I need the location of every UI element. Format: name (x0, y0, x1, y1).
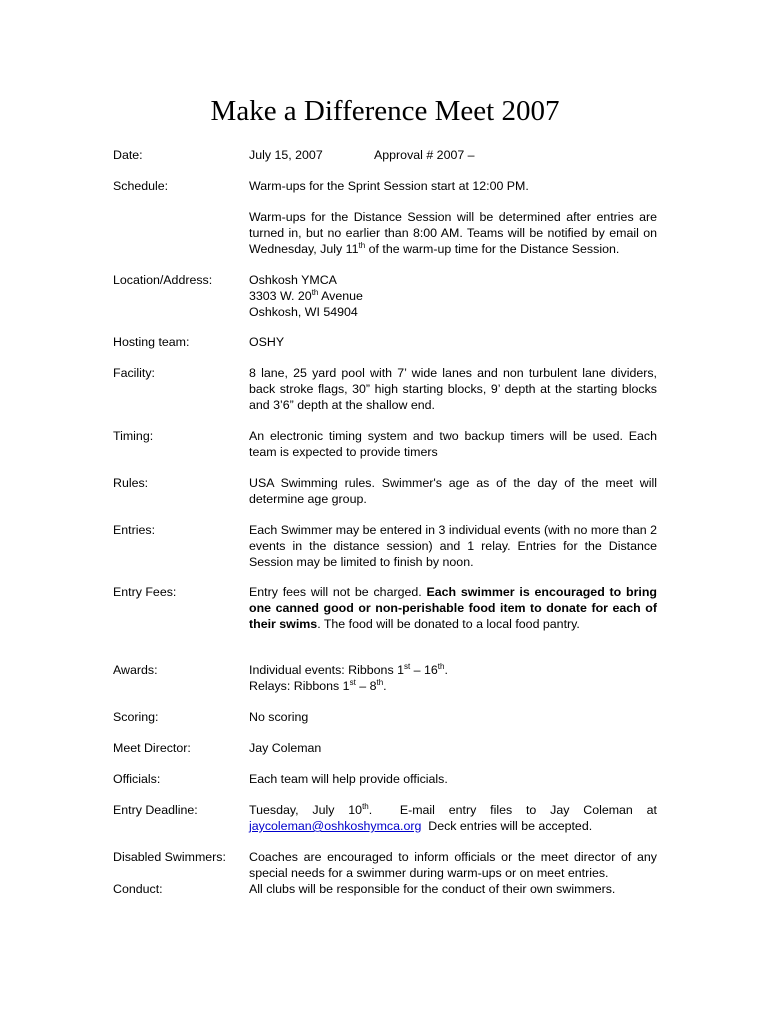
address-line-3: Oshkosh, WI 54904 (249, 305, 358, 319)
officials-value: Each team will help provide officials. (249, 772, 448, 786)
facility-value: 8 lane, 25 yard pool with 7’ wide lanes and non turbulent lane dividers, back stroke flags, 30” high starting blocks, 9’ depth at the starting blocks and 3’6” depth at the shallow end. (249, 366, 657, 412)
disabled-label: Disabled Swimmers: (113, 850, 226, 864)
schedule-sprint: Warm-ups for the Sprint Session start at 12:00 PM. (249, 179, 529, 193)
conduct-label: Conduct: (113, 882, 163, 896)
fees-donation-note: Each swimmer is encouraged to bring one canned good or non-perishable food item to donate for each of their swims (249, 585, 657, 631)
awards-individual: Individual events: Ribbons 1st – 16th. (249, 661, 448, 677)
scoring-value: No scoring (249, 710, 309, 724)
schedule-distance: Warm-ups for the Distance Session will be determined after entries are turned in, but no earlier than 8:00 AM. Teams will be notified by email on Wednesday, July 11th of the warm-up time for the Distance Session. (249, 210, 657, 256)
hosting-value: OSHY (249, 335, 285, 349)
rules-value: USA Swimming rules. Swimmer's age as of the day of the meet will determine age group. (249, 476, 657, 506)
awards-value (249, 662, 657, 694)
approval-number: Approval # 2007 – (374, 148, 475, 162)
page-title: Make a Difference Meet 2007 (210, 95, 560, 127)
deadline-label: Entry Deadline: (113, 803, 198, 817)
awards-label: Awards: (113, 663, 158, 677)
entries-value: Each Swimmer may be entered in 3 individual events (with no more than 2 events in the distance session) and 1 relay. Entries for the Distance Session may be limited to finish by noon. (249, 523, 657, 569)
director-email-link[interactable]: jaycoleman@oshkoshymca.org (249, 819, 422, 833)
rules-label: Rules: (113, 476, 149, 490)
director-label: Meet Director: (113, 741, 191, 755)
fees-label: Entry Fees: (113, 585, 177, 599)
timing-label: Timing: (113, 429, 154, 443)
facility-label: Facility: (113, 366, 155, 380)
conduct-value: All clubs will be responsible for the conduct of their own swimmers. (249, 882, 616, 896)
hosting-label: Hosting team: (113, 335, 190, 349)
location-address (249, 272, 657, 320)
fees-value: Entry fees will not be charged. Each swimmer is encouraged to bring one canned good or non-perishable food item to donate for each of their swims. The food will be donated to a local food pantry. (249, 585, 657, 631)
date-text: July 15, 2007 (249, 148, 323, 162)
director-value: Jay Coleman (249, 741, 322, 755)
location-label: Location/Address: (113, 273, 213, 287)
date-value (249, 147, 657, 163)
disabled-value: Coaches are encouraged to inform officials or the meet director of any special needs for a swimmer during warm-ups or on meet entries. (249, 850, 657, 880)
date-label: Date: (113, 148, 143, 162)
officials-label: Officials: (113, 772, 161, 786)
address-line-2: 3303 W. 20th Avenue (249, 287, 363, 303)
entries-label: Entries: (113, 523, 156, 537)
schedule-label: Schedule: (113, 179, 169, 193)
deadline-value: Tuesday, July 10th. E-mail entry files to Jay Coleman at jaycoleman@oshkoshymca.org Deck entries will be accepted. (249, 801, 661, 833)
timing-value: An electronic timing system and two backup timers will be used. Each team is expected to provide timers (249, 429, 657, 459)
address-line-1: Oshkosh YMCA (249, 273, 337, 287)
scoring-label: Scoring: (113, 710, 159, 724)
awards-relays: Relays: Ribbons 1st – 8th. (249, 677, 387, 693)
